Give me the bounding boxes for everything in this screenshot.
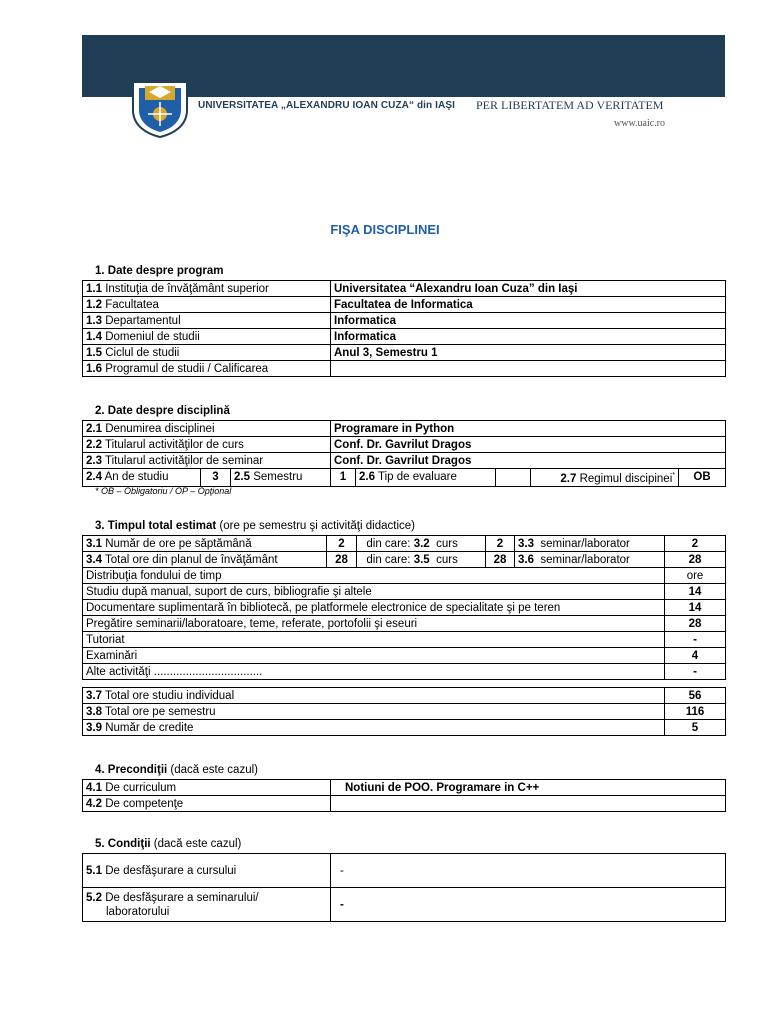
seminar-value: 2 [665, 536, 726, 552]
row-value: Programare in Python [331, 421, 726, 437]
row-label: 3.7 Total ore studiu individual [83, 688, 665, 704]
row-label: 5.2 De desfăşurare a seminarului/ laboratorului [83, 888, 331, 922]
row-label: 3.1 Număr de ore pe săptămână [83, 536, 327, 552]
row-label: 2.1 Denumirea disciplinei [83, 421, 331, 437]
regime-value: OB [679, 469, 726, 487]
row-value: Facultatea de Informatica [331, 297, 726, 313]
row-label: 1.1 Instituţia de învăţământ superior [83, 281, 331, 297]
row-label: Documentare suplimentară în bibliotecă, pe platformele electronice de specialitate şi pe teren [83, 600, 665, 616]
section-4-title: 4. Precondiţii (dacă este cazul) [95, 764, 258, 776]
totals-table [82, 687, 726, 736]
table-row [83, 536, 726, 552]
row-value: - [331, 888, 726, 922]
row-value: Universitatea “Alexandru Ioan Cuza” din Iaşi [331, 281, 726, 297]
table-row [83, 648, 726, 664]
course-label: din care: 3.2 curs [357, 536, 486, 552]
regime-label: 2.7 Regimul discipinei* [531, 469, 679, 487]
university-name: UNIVERSITATEA „ALEXANDRU IOAN CUZA“ din IAŞI [198, 100, 455, 111]
table-row [83, 664, 726, 680]
table-row [83, 281, 726, 297]
semester-value: 1 [331, 469, 356, 487]
table-row [83, 796, 726, 812]
year-value: 3 [201, 469, 231, 487]
row-label: Pregătire seminarii/laboratoare, teme, referate, portofolii şi eseuri [83, 616, 665, 632]
row-value: - [331, 854, 726, 888]
hours-value: 28 [327, 552, 357, 568]
table-row [83, 600, 726, 616]
table-row [83, 329, 726, 345]
row-label: 1.4 Domeniul de studii [83, 329, 331, 345]
table-row [83, 704, 726, 720]
section-5-title: 5. Condiţii (dacă este cazul) [95, 838, 242, 850]
evaluation-value [496, 469, 531, 487]
program-table [82, 280, 726, 377]
seminar-label: 3.3 seminar/laborator [515, 536, 665, 552]
table-row [83, 616, 726, 632]
table-row [83, 854, 726, 888]
row-value: - [665, 632, 726, 648]
row-label: 5.1 De desfăşurare a cursului [83, 854, 331, 888]
row-value: 14 [665, 600, 726, 616]
table-row [83, 780, 726, 796]
motto: PER LIBERTATEM AD VERITATEM [476, 98, 664, 112]
table-row [83, 437, 726, 453]
row-value: 4 [665, 648, 726, 664]
table-row [83, 469, 726, 487]
table-row [83, 297, 726, 313]
row-label: 4.1 De curriculum [83, 780, 331, 796]
row-value: Conf. Dr. Gavrilut Dragos [331, 437, 726, 453]
row-label: 3.4 Total ore din planul de învăţământ [83, 552, 327, 568]
section-2-title: 2. Date despre disciplină [95, 405, 230, 417]
row-value: 14 [665, 584, 726, 600]
row-value: Informatica [331, 313, 726, 329]
table-row [83, 888, 726, 922]
row-label: Tutoriat [83, 632, 665, 648]
table-row [83, 345, 726, 361]
footnote: * OB – Obligatoriu / OP – Opţional [95, 486, 232, 496]
row-value: 5 [665, 720, 726, 736]
row-label: Studiu după manual, suport de curs, bibliografie şi altele [83, 584, 665, 600]
row-label: 2.3 Titularul activităţilor de seminar [83, 453, 331, 469]
row-label: Alte activităţi .................................. [83, 664, 665, 680]
hours-value: 2 [327, 536, 357, 552]
row-value [331, 361, 726, 377]
table-row [83, 421, 726, 437]
document-title: FIŞA DISCIPLINEI [330, 222, 440, 237]
row-label: 3.9 Număr de credite [83, 720, 665, 736]
row-label: 1.3 Departamentul [83, 313, 331, 329]
row-label: 3.8 Total ore pe semestru [83, 704, 665, 720]
table-row [83, 584, 726, 600]
row-label: Distribuţia fondului de timp [83, 568, 665, 584]
course-value: 28 [486, 552, 515, 568]
table-row [83, 313, 726, 329]
row-value: 28 [665, 616, 726, 632]
row-value [331, 796, 726, 812]
table-row [83, 632, 726, 648]
semester-label: 2.5 Semestru [231, 469, 331, 487]
row-value: ore [665, 568, 726, 584]
university-crest-icon [131, 80, 189, 138]
evaluation-label: 2.6 Tip de evaluare [356, 469, 496, 487]
row-label: 1.5 Ciclul de studii [83, 345, 331, 361]
conditions-table [82, 853, 726, 922]
row-value: Conf. Dr. Gavrilut Dragos [331, 453, 726, 469]
row-value: Anul 3, Semestru 1 [331, 345, 726, 361]
time-table [82, 535, 726, 680]
row-label: 2.2 Titularul activităţilor de curs [83, 437, 331, 453]
seminar-label: 3.6 seminar/laborator [515, 552, 665, 568]
section-1-title: 1. Date despre program [95, 265, 224, 277]
row-value: - [665, 664, 726, 680]
seminar-value: 28 [665, 552, 726, 568]
section-3-title: 3. Timpul total estimat (ore pe semestru şi activităţi didactice) [95, 520, 415, 532]
table-row [83, 688, 726, 704]
row-label: Examinări [83, 648, 665, 664]
table-row [83, 720, 726, 736]
table-row [83, 568, 726, 584]
row-value: 56 [665, 688, 726, 704]
table-row [83, 361, 726, 377]
table-row [83, 552, 726, 568]
preconditions-table [82, 779, 726, 812]
course-label: din care: 3.5 curs [357, 552, 486, 568]
year-label: 2.4 An de studiu [83, 469, 201, 487]
course-value: 2 [486, 536, 515, 552]
row-label: 1.2 Facultatea [83, 297, 331, 313]
row-label: 4.2 De competenţe [83, 796, 331, 812]
website-url: www.uaic.ro [614, 118, 666, 129]
row-label: 1.6 Programul de studii / Calificarea [83, 361, 331, 377]
row-value: Notiuni de POO. Programare in C++ [331, 780, 726, 796]
row-value: Informatica [331, 329, 726, 345]
row-value: 116 [665, 704, 726, 720]
discipline-table [82, 420, 726, 487]
table-row [83, 453, 726, 469]
